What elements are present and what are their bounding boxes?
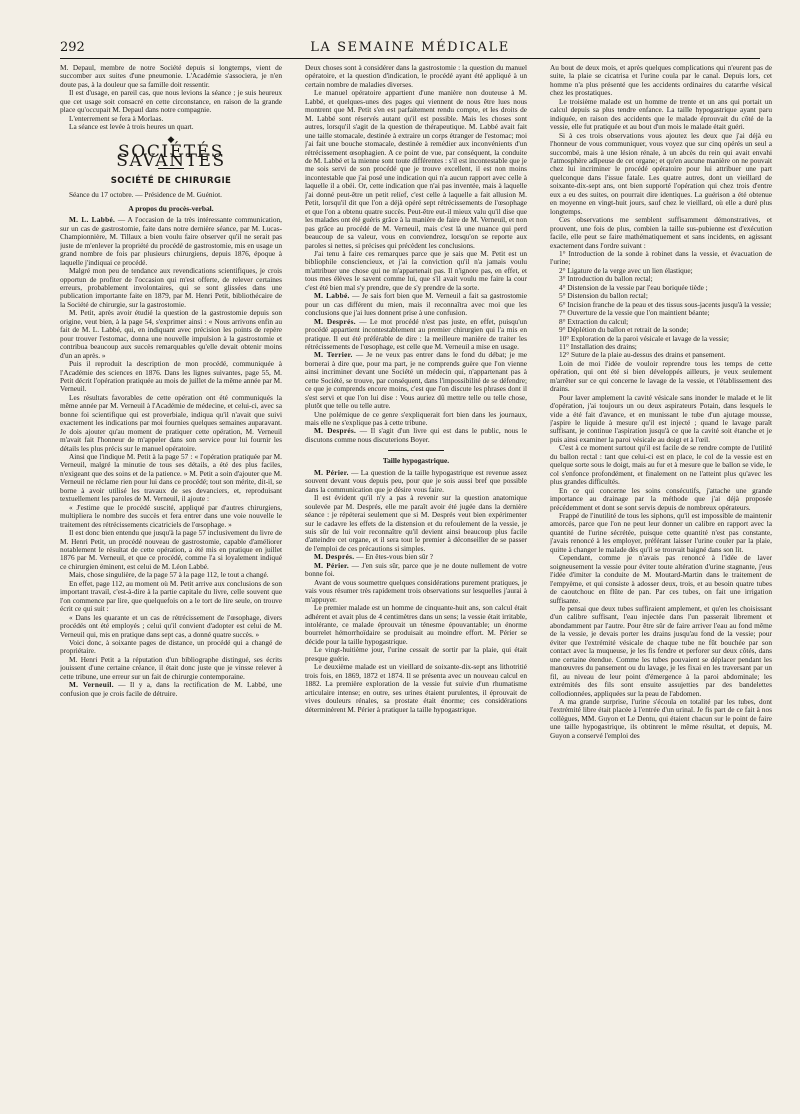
paragraph: M. Petit, après avoir étudié la question de la gastrostomie depuis son origine, veut bien, à la page 54, s'exprimer ainsi : « Nous arrivons enfin au fait de M. L. Labbé, qui, en indiquant avec précision les points de repère pour trouver l'estomac, donna une nouvelle impulsion à la gastrostomie et contribua beaucoup aux succès remarquables qu'elle devait obtenir moins d'un an après. » — [60, 308, 282, 360]
topic-heading: Taille hypogastrique. — [382, 456, 450, 466]
paragraph: Malgré mon peu de tendance aux revendications scientifiques, je crois opportun de profiter de l'occasion qui m'est offerte, de relever certaines erreurs, probablement involontaires, qui se sont glissées dans une publication importante faite en 1879, par M. Henri Petit, bibliothécaire de la Société de chirurgie, sur la gastrostomie. — [60, 266, 282, 309]
paragraph: A ma grande surprise, l'urine s'écoula en totalité par les tubes, dont l'extrémité libre était placée à l'entrée d'un urinal. Je fis part de ce fait à nos collègues, MM. Guyon et Le Dentu, qui étaient chacun sur le point de faire une taille hypogastrique, ils obtinrent le même résultat, et depuis, M. Guyon a conservé l'emploi des — [550, 696, 772, 740]
list-item: 12° Suture de la plaie au-dessus des drains et pansement. — [559, 350, 726, 360]
journal-title: LA SEMAINE MÉDICALE — [310, 40, 510, 55]
quotation: « Dans les quarante et un cas de rétrécissement de l'œsophage, divers procédés ont été employés ; celui qu'il convient d'adopter est celui de M. Verneuil qui, mis en pratique dans sept cas, a donné quatre succès. » — [60, 612, 282, 639]
paragraph: Ainsi que l'indique M. Petit à la page 57 : « l'opération pratiquée par M. Verneuil, malgré la minutie de tous ses détails, a été des plus faciles, n'exigeant que des soins et de la patience. » M. Petit a soin d'ajouter que M. Verneuil ne réclame rien pour lui dans ce procédé; tout son mérite, dit-il, se borne à avoir utilisé les travaux de ses devanciers, et, reproduisant textuellement les paroles de M. Verneuil, il ajoute : — [60, 452, 282, 504]
paragraph: Voici donc, à soixante pages de distance, un procédé qui a changé de propriétaire. — [60, 638, 282, 656]
paragraph: J'ai tenu à faire ces remarques parce que je sais que M. Petit est un bibliophile consciencieux, et j'ai la conviction qu'il n'a jamais voulu m'attribuer une chose qui ne m'appartenait pas. Il n'ignore pas, en effet, et tous mes élèves le savent comme lui, que s'il avait voulu me faire la cour c'est été bien mal s'y prendre, que de s'y prendre de la sorte. — [305, 248, 527, 292]
paragraph: Il est donc bien entendu que jusqu'à la page 57 inclusivement du livre de M. Henri Petit, un procédé nouveau de gastrostomie, capable d'améliorer notablement le résultat de cette opération, a été mis en pratique en juillet 1876 par M. Verneuil, et que ce procédé, comme l'a si loyalement indiqué ce chirurgien éminent, est celui de M. Léon Labbé. — [60, 528, 282, 571]
list-item: 8° Extraction du calcul; — [559, 316, 629, 326]
paragraph: Deux choses sont à considérer dans la gastrostomie : la question du manuel opératoire, et la question d'indication, le procédé ayant été appliqué à un certain nombre de maladies diverses. — [305, 64, 527, 89]
speech-text: — Il y a, dans la rectification de M. Labbé, une confusion que je crois facile de détruire. — [60, 680, 282, 698]
paragraph: C'est à ce moment surtout qu'il est facile de se rendre compte de l'utilité du ballon rectal : tant que celui-ci est en place, le col de la vessie est en quelque sorte sous le doigt, mais au fur et à mesure que le ballon se vide, le col s'enfonce profondément, et finalement on ne l'atteint plus qu'avec les plus grandes difficultés. — [550, 443, 772, 487]
paragraph: Je pensai que deux tubes suffiraient amplement, et qu'en les choisissant d'un calibre suffisant, l'eau injectée dans l'un passerait librement et abondamment par l'autre. Pour être sûr de faire arriver l'eau au fond même de la vessie, je devais porter les drains jusqu'au fond de la vessie; pour éviter que l'extrémité vésicale de chaque tube ne fût bouchée par son contact avec la muqueuse, je les fis fendre et perforer sur deux côtés, dans une certaine étendue. Comme les tubes pouvaient se déplacer pendant les manœuvres du pansement ou du lavage, je les fixai en les traversant par un fil, au niveau de leur point d'émergence à la paroi abdominale; les extrémités des fils sont ensuite assujetties par des bandelettes collodionnées, appliquées sur la peau de l'abdomen. — [550, 604, 772, 698]
topic-heading: A propos du procès-verbal. — [128, 203, 214, 213]
column-2 — [305, 64, 527, 1110]
list-item: 5° Distension du ballon rectal; — [559, 291, 648, 301]
paragraph: Une polémique de ce genre s'expliquerait fort bien dans les journaux, mais elle ne s'explique pas à cette tribune. — [305, 409, 527, 428]
list-item: 1° Introduction de la sonde à robinet dans la vessie, et évacuation de l'urine; — [550, 248, 772, 267]
list-item: 10° Exploration de la paroi vésicale et lavage de la vessie; — [559, 333, 729, 343]
speaker-name: M. Périer. — [314, 467, 349, 477]
speech-text: — La question de la taille hypogastrique est revenue assez souvent devant vous depuis peu, pour que je sois aussi bref que possible dans la communication que je désire vous faire. — [305, 467, 527, 494]
speaker-name: M. Labbé. — [314, 291, 350, 301]
section-rule — [388, 450, 444, 451]
speech-text: — Je ne veux pas entrer dans le fond du débat; je me bornerai à dire que, pour ma part, je ne comprends guère que l'on vienne ainsi incriminer devant une Société un médecin qui, n'appartenant pas à cette Société, se trouve, par conséquent, dans l'impossibilité de se défendre; ce que je comprends encore moins, c'est que l'on discute les phrases dont il s'est servi et que l'on lui dise : Vous auriez dû mettre telle ou telle chose, plutôt que telle ou telle autre. — [305, 350, 527, 411]
page-number: 292 — [60, 40, 85, 55]
speaker-name: M. L. Labbé. — [69, 215, 116, 225]
list-item: 6° Incision franche de la peau et des tissus sous-jacents jusqu'à la vessie; — [559, 299, 772, 309]
list-item: 7° Ouverture de la vessie que l'on maintient béante; — [559, 308, 710, 318]
paragraph: Si à ces trois observations vous ajoutez les deux que j'ai déjà eu l'honneur de vous communiquer, vous voyez que sur cinq opérés un seul a succombé, mais à une lésion rénale, à un abcès du rein qui avait envahi l'atmosphère adipeuse de cet organe; et qu'en aucune manière on ne pouvait chez lui incriminer le procédé opératoire pour lui attribuer une part quelconque dans l'issue fatale. Les quatre autres, dont un vieillard de soixante-dix-sept ans, ont bien supporté l'opération qui chez trois d'entre eux a eu des suites, on pourrait dire identiques. La guérison a été obtenue en moyenne en vingt-huit jours, sauf chez le vieillard, où elle a duré plus longtemps. — [550, 130, 772, 216]
paragraph: Cependant, comme je n'avais pas renoncé à l'idée de laver soigneusement la vessie pour éviter toute altération d'urine stagnante, j'eus l'idée d'imiter la conduite de M. Moutard-Martin dans le traitement de l'empyème, et qui consiste à adosser deux, trois, et au besoin quatre tubes de caoutchouc en flûte de pan. Par ces tubes, on fait une irrigation suffisante. — [550, 553, 772, 605]
speech-text: — Le mot procédé n'est pas juste, en effet, puisqu'un procédé appartient incontestablement au premier chirurgien qui l'a mis en pratique. Il eut été préférable de dire : la meilleure manière de traiter les rétrécissements de l'œsophage, est celle que M. Verneuil a mise en usage. — [305, 316, 527, 351]
list-item: 3° Introduction du ballon rectal; — [559, 274, 653, 284]
paragraph: La séance est levée à trois heures un quart. — [69, 122, 194, 132]
paragraph: En effet, page 112, au moment où M. Petit arrive aux conclusions de son important travail, c'est-à-dire à la partie capitale du livre, celle souvent que l'on commence par lire, que quelquefois on a le tort de lire seule, on trouve écrit ce qui suit : — [60, 578, 282, 614]
paragraph: Le deuxième malade est un vieillard de soixante-dix-sept ans lithotritié trois fois, en 1869, 1872 et 1874. Il se présenta avec un nouveau calcul en 1882. La première exploration de la vessie fut suivie d'un rhumatisme articulaire intense; en outre, ses urines étaient purulentes, il éprouvait de vives douleurs rénales, sa prostate était énorme; ces considérations déterminèrent M. Périer à pratiquer la taille hypogastrique. — [305, 662, 527, 714]
speech-text: — A l'occasion de la très intéressante communication, sur un cas de gastrostomie, faite dans notre dernière séance, par M. Lucas-Championnière, M. Tillaux a bien voulu faire observer qu'il ne serait pas juste de m'enlever la propriété du procédé de gastrostomie, mis en usage un grand nombre de fois par plusieurs chirurgiens, depuis 1876, époque à laquelle j'indiquai ce procédé. — [60, 215, 282, 267]
paragraph: Il est évident qu'il n'y a pas à revenir sur la question anatomique soulevée par M. Després, elle me paraît avoir été jugée dans la dernière séance : je répéterai seulement que si M. Després veut bien expérimenter sur le cadavre les effets de la distension et du refoulement de la vessie, je suis sûr de lui voir reconnaître qu'il devient ainsi beaucoup plus facile d'atteindre cet organe, et il sera tout le premier à déconseiller de se passer de l'emploi de ces précautions si simples. — [305, 493, 527, 553]
speech-text: — En êtes-vous bien sûr ? — [354, 552, 434, 562]
column-3 — [550, 64, 772, 1110]
speaker-name: M. Verneuil. — [69, 680, 114, 690]
paragraph: Avant de vous soumettre quelques considérations purement pratiques, je vais vous résumer très rapidement trois observations sur lesquelles j'aurai à m'appuyer. — [305, 577, 527, 604]
procedure-steps-list — [550, 250, 772, 360]
paragraph: Ces observations me semblent suffisamment démonstratives, et prouvent, une fois de plus, combien la taille sus-pubienne est d'exécution facile, elle peut se faire mathématiquement et sans incidents, en agissant exactement dans l'ordre suivant : — [550, 215, 772, 250]
column-1 — [60, 64, 282, 1110]
quotation: « J'estime que le procédé suscité, appliqué par d'autres chirurgiens, multipliera le nombre des succès et fera entrer dans une voie nouvelle le traitement des rétrécissements cicatriciels de l'œsophage. » — [60, 502, 282, 529]
paragraph: Mais, chose singulière, de la page 57 à la page 112, le tout a changé. — [69, 570, 269, 580]
paragraph: Le vingt-huitième jour, l'urine cessait de sortir par la plaie, qui était presque guérie. — [305, 645, 527, 663]
session-line: Séance du 17 octobre. — Présidence de M. Guéniot. — [69, 190, 222, 200]
paragraph: Le manuel opératoire appartient d'une manière non douteuse à M. Labbé, et quelques-unes des pages qui viennent de nous être lues nous montrent que M. Petit s'en est parfaitement rendu compte, et les droits de M. Labbé sont réservés autant qu'il est possible. Mais les choses sont autres, lorsqu'il s'agit de la question de thérapeutique. M. Labbé avait fait une taille stomacale, destinée à extraire un corps étranger de l'estomac; moi j'ai fait une bouche stomacale, destinée à remédier aux inconvénients d'un rétrécissement œsophagien. A ce point de vue, par conséquent, la conduite de M. Labbé et la mienne sont toute différentes : s'il est incontestable que je me sois servi de son procédé que je trouve excellent, il est non moins incontestable que j'ai posé une indication qui n'a aucun rapport avec celle à laquelle il a obéi. Or, cette indication que n'ai pas inventée, mais à laquelle j'ai donné peut-être un petit relief, c'est celle à laquelle a fait allusion M. Petit, lorsqu'il dit que l'on a déjà opéré sept rétrécissements de l'œsophage et que l'on a obtenu quatre succès. Peut-être eut-il mieux valu qu'il dise que les malades ont été guéris grâce à la manière de faire de M. Verneuil, et non pas grâce au procédé de M. Verneuil, mais c'est là une nuance qui perd beaucoup de sa valeur, vous en conviendrez, lorsqu'on se reporte aux paroles si nettes, si précises qui précèdent les conclusions. — [305, 88, 527, 250]
paragraph: Le troisième malade est un homme de trente et un ans qui portait un calcul depuis sa plus tendre enfance. La taille hypogastrique ayant paru indiquée, en raison des accidents que le malade éprouvait du côté de la vessie, elle fut pratiquée et au bout d'un mois le malade était guéri. — [550, 96, 772, 132]
page-header — [60, 40, 760, 59]
paragraph: Il est d'usage, en pareil cas, que nous levions la séance ; je suis heureux que cet usage soit consacré en cette circonstance, en raison de la grande place qu'occupait M. Depaul dans notre compagnie. — [60, 88, 282, 115]
list-item: 11° Installation des drains; — [559, 341, 637, 351]
speech-text: — Je sais fort bien que M. Verneuil a fait sa gastrostomie pour un cas différent du mien, mais il reconnaîtra avec moi que les conclusions que j'ai lues donnent prise à une confusion. — [305, 291, 527, 318]
speaker-name: M. Després. — [314, 552, 355, 562]
paragraph: Les résultats favorables de cette opération ont été communiqués la même année par M. Verneuil à l'Académie de médecine, et celui-ci, avec sa bonne foi scientifique qui est proverbiale, indiqua qu'il n'avait que suivi exactement les indications par moi fournies quelques semaines auparavant. Je dois ajouter qu'au moment de pratiquer cette opération, M. Verneuil m'avait fait l'honneur de m'appeler dans son service pour lui fournir les détails les plus précis sur le manuel opératoire. — [60, 392, 282, 453]
paragraph: Pour laver amplement la cavité vésicale sans inonder le malade et le lit d'opération, j'ai toujours un ou deux aspirateurs Potain, dans lesquels le vide a été fait d'avance, et en munissant le tube d'un ajutage mousse, j'aspire le liquide à mesure qu'il est injecté ; quand le lavage paraît suffisant, je continue l'aspiration jusqu'à ce que la cavité soit étanche et je puis ainsi examiner la paroi vésicale au doigt et à l'œil. — [550, 392, 772, 444]
speech-text: — J'en suis sûr, parce que je ne doute nullement de votre bonne foi. — [305, 560, 527, 579]
paragraph: L'enterrement se fera à Morlaas. — [69, 113, 164, 123]
paragraph: Le premier malade est un homme de cinquante-huit ans, son calcul était adhérent et avait plus de 4 centimètres dans un sens; la vessie était irritable, intolérante, ce malade éprouvait un ténesme épouvantable; un énorme bourrelet hémorrhoïdaire se produisait au moindre effort. M. Périer se décide pour la taille hypogastrique. — [305, 603, 527, 646]
speaker-name: M. Périer. — [314, 560, 349, 570]
list-item: 2° Ligature de la verge avec un lien élastique; — [559, 265, 693, 275]
list-item: 4° Distension de la vessie par l'eau boriquée tiède ; — [559, 282, 708, 292]
ornament-separator: ◆ — [167, 133, 175, 144]
paragraph: En ce qui concerne les soins consécutifs, j'attache une grande importance au drainage par la méthode que j'ai déjà proposée précédemment et dont se sont servis depuis de nombreux opérateurs. — [550, 485, 772, 512]
paragraph: Frappé de l'inutilité de tous les siphons, qu'il est impossible de maintenir amorcés, parce que l'on ne peut leur donner un calibre en rapport avec la quantité de l'urine sécrétée, puisque cette quantité n'est pas constante, j'avais renoncé à les employer, préférant laisser l'urine couler par la plaie, quitte à changer le malade dès qu'il se trouvait baigné dans son lit. — [550, 511, 772, 554]
speaker-name: M. Després. — [314, 316, 356, 326]
speaker-name: M. Després. — [314, 426, 357, 436]
paragraph: Loin de moi l'idée de vouloir reprendre tous les temps de cette opération, qui ont été si bien développés ailleurs, je veux seulement m'arrêter sur ce qui concerne le lavage de la vessie, et l'établissement des drains. — [550, 358, 772, 394]
paragraph: M. Henri Petit a la réputation d'un bibliographe distingué, ses écrits jouissent d'une certaine créance, il était donc juste que je vinsse relever à cette tribune, une erreur sur un fait de chirurgie contemporaine. — [60, 654, 282, 681]
speech-text: — Il s'agit d'un livre qui est dans le public, nous le discutons comme nous discuterions Boyer. — [305, 426, 527, 444]
paragraph: M. Depaul, membre de notre Société depuis si longtemps, vient de succomber aux suites d'une pneumonie. L'Académie s'associera, je n'en doute pas, à la douleur que sa famille doit ressentir. — [60, 64, 282, 89]
society-heading: SOCIÉTÉ DE CHIRURGIE — [110, 175, 232, 186]
list-item: 9° Déplétion du ballon et retrait de la sonde; — [559, 325, 689, 335]
paragraph: Puis il reproduit la description de mon procédé, communiquée à l'Académie des sciences en 1876. Dans les lignes suivantes, page 55, M. Petit décrit l'opération pratiquée au mois de juillet de la même année par M. Verneuil. — [60, 359, 282, 394]
paragraph: Au bout de deux mois, et après quelques complications qui n'eurent pas de suite, la plaie se cicatrisa et l'urine coula par le canal. Depuis lors, cet homme n'a plus présenté que les accidents ordinaires du catarrhe vésical chez les prostatiques. — [550, 64, 772, 98]
section-title: SOCIÉTÉS SAVANTES — [116, 142, 226, 171]
speaker-name: M. Terrier. — [314, 350, 353, 360]
